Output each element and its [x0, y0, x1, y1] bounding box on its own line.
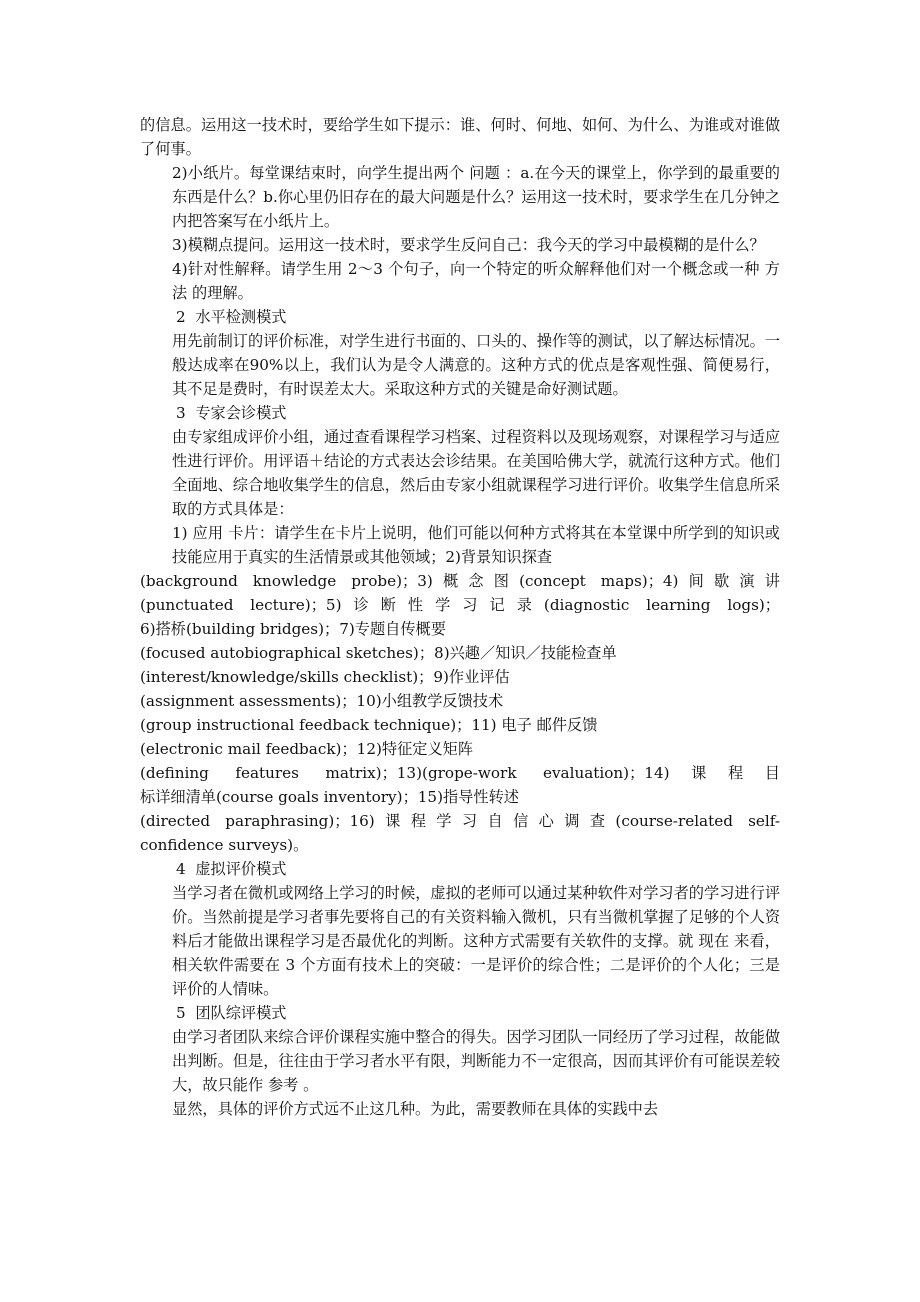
methods-list-line: (focused autobiographical sketches)；8)兴趣／知识／技能检查单: [140, 644, 617, 662]
paragraph-muddiest-point: 3)模糊点提问。运用这一技术时，要求学生反问自己：我今天的学习中最模糊的是什么？: [172, 236, 765, 254]
methods-list-line: (group instructional feedback technique)；11) 电子 邮件反馈: [140, 716, 598, 734]
section-heading-team-evaluation: 5 团队综评模式: [176, 1004, 287, 1022]
methods-list-line: (interest/knowledge/skills checklist)；9)作业评估: [140, 668, 510, 686]
document-page: [140, 113, 780, 1121]
paragraph-level-test: 用先前制订的评价标准，对学生进行书面的、口头的、操作等的测试，以了解达标情况。一般达成率在90%以上，我们认为是令人满意的。这种方式的优点是客观性强、简便易行，其不足是费时，有时误差太大。采取这种方式的关键是命好测试题。: [172, 332, 780, 398]
methods-list-line: (background knowledge probe)；3)概念图(concept maps)；4)间歇演讲: [140, 572, 780, 590]
methods-list-line: (electronic mail feedback)；12)特征定义矩阵: [140, 740, 474, 758]
methods-list-line: (assignment assessments)；10)小组教学反馈技术: [140, 692, 504, 710]
methods-list-line: (directed paraphrasing)；16)课程学习自信心调查(course-related self-: [140, 812, 780, 830]
methods-list-line: 6)搭桥(building bridges)；7)专题自传概要: [140, 620, 446, 638]
section-heading-virtual-evaluation: 4 虚拟评价模式: [176, 860, 287, 878]
methods-list-line: (defining features matrix)；13)(grope-work evaluation)；14)课程目: [140, 764, 780, 782]
methods-list-line: confidence surveys)。: [140, 836, 309, 854]
methods-list-line: (punctuated lecture)；5)诊断性学习记录(diagnostic learning logs)；: [140, 596, 780, 614]
paragraph-team-evaluation: 由学习者团队来综合评价课程实施中整合的得失。因学习团队一同经历了学习过程，故能做出判断。但是，往往由于学习者水平有限，判断能力不一定很高，因而其评价有可能误差较大，故只能作 参考 。: [172, 1028, 780, 1094]
paragraph-conclusion: 显然，具体的评价方式远不止这几种。为此，需要教师在具体的实践中去: [172, 1100, 658, 1118]
methods-list-line: 标详细清单(course goals inventory)；15)指导性转述: [140, 788, 519, 806]
paragraph-targeted-explanation: 4)针对性解释。请学生用 2～3 个句子，向一个特定的听众解释他们对一个概念或一种 方法 的理解。: [172, 260, 780, 302]
paragraph-methods-list-start: 1) 应用 卡片：请学生在卡片上说明，他们可能以何种方式将其在本堂课中所学到的知识或技能应用于真实的生活情景或其他领域；2)背景知识探查: [172, 524, 780, 566]
paragraph-expert-consultation: 由专家组成评价小组，通过查看课程学习档案、过程资料以及现场观察，对课程学习与适应性进行评价。用评语＋结论的方式表达会诊结果。在美国哈佛大学，就流行这种方式。他们全面地、综合地收集学生的信息，然后由专家小组就课程学习进行评价。收集学生信息所采取的方式具体是：: [172, 428, 780, 518]
paragraph-virtual-evaluation: 当学习者在微机或网络上学习的时候，虚拟的老师可以通过某种软件对学习者的学习进行评价。当然前提是学习者事先要将自己的有关资料输入微机，只有当微机掌握了足够的个人资料后才能做出课程学习是否最优化的判断。这种方式需要有关软件的支撑。就 现在 来看，相关软件需要在 3 个方面有技术上的突破：一是评价的综合性；二是评价的个人化；三是评价的人情味。: [172, 884, 780, 998]
section-heading-level-test: 2 水平检测模式: [176, 308, 287, 326]
section-heading-expert-consultation: 3 专家会诊模式: [176, 404, 287, 422]
paragraph-note-slips: 2)小纸片。每堂课结束时，向学生提出两个 问题 ：a.在今天的课堂上，你学到的最重要的东西是什么？b.你心里仍旧存在的最大问题是什么？运用这一技术时，要求学生在几分钟之内把答案写在小纸片上。: [172, 164, 780, 230]
paragraph-intro-continued: 的信息。运用这一技术时，要给学生如下提示：谁、何时、何地、如何、为什么、为谁或对谁做了何事。: [140, 116, 780, 158]
